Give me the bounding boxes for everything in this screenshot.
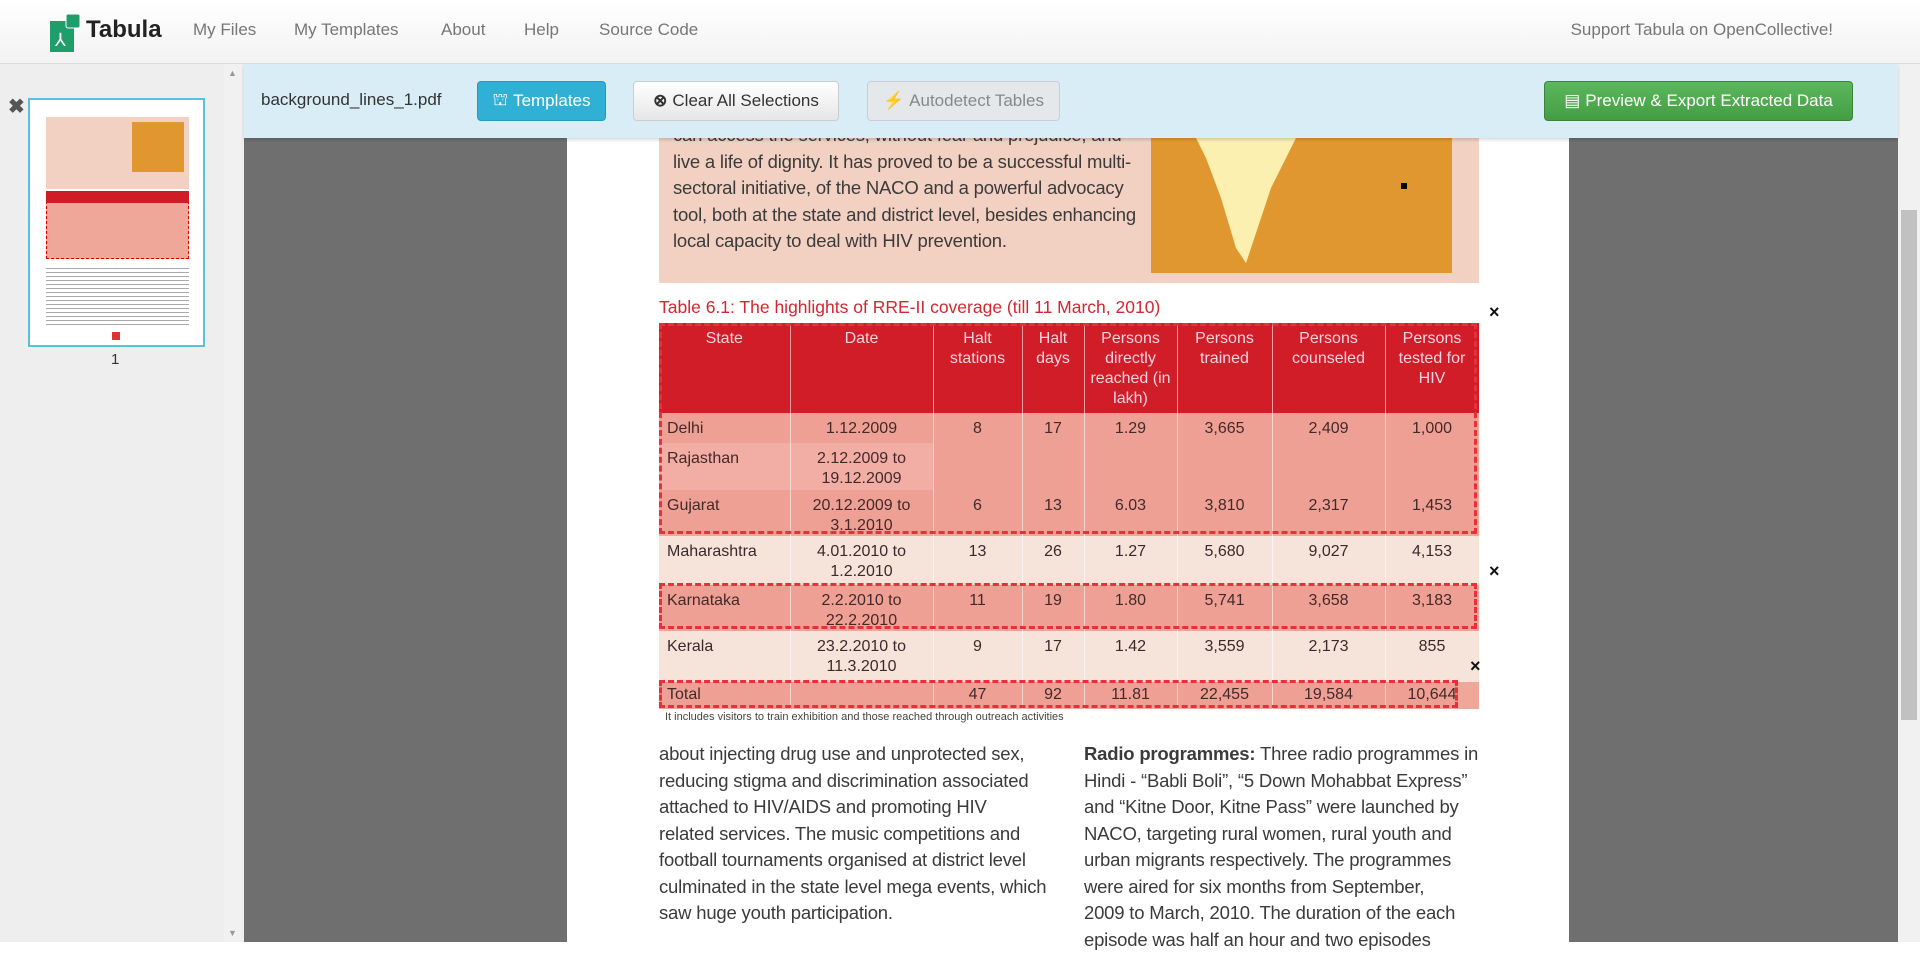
table-row <box>659 631 1479 682</box>
scroll-down-icon[interactable]: ▼ <box>228 928 237 938</box>
table-cell: 11 <box>933 585 1022 631</box>
nav-my-templates[interactable]: My Templates <box>294 20 399 39</box>
lightning-icon: ⚡ <box>882 91 905 110</box>
left-column-line: related services. The music competitions and <box>659 822 1021 844</box>
left-column-line: reducing stigma and discrimination associated <box>659 769 1029 791</box>
radio-programmes-heading: Radio programmes: <box>1084 743 1256 764</box>
right-column-line <box>1084 741 1479 768</box>
table-cell: 13 <box>933 536 1022 585</box>
table-cell: 3,559 <box>1177 631 1272 682</box>
right-column-line <box>1084 821 1479 848</box>
table-cell: Karnataka <box>659 585 790 631</box>
table-footnote: It includes visitors to train exhibition and those reached through outreach activities <box>665 711 1064 723</box>
intro-line: sectoral initiative, of the NACO and a powerful advocacy <box>673 177 1124 198</box>
autodetect-tables-button[interactable] <box>867 81 1060 121</box>
remove-selection-3-icon[interactable]: × <box>1470 656 1481 676</box>
table-cell: 2.12.2009 to 19.12.2009 <box>790 443 933 490</box>
clear-label: Clear All Selections <box>672 91 819 110</box>
clear-circle-x-icon: ⊗ <box>653 91 668 110</box>
templates-button[interactable] <box>477 81 606 121</box>
tabula-logo-icon[interactable] <box>48 13 82 53</box>
left-column-line: about injecting drug use and unprotected sex, <box>659 743 1025 764</box>
preview-label: Preview & Export Extracted Data <box>1585 91 1833 110</box>
table-cell: Total <box>659 682 790 709</box>
table-cell: 1.29 <box>1084 413 1177 490</box>
table-cell: 3,810 <box>1177 490 1272 536</box>
nav-my-files[interactable]: My Files <box>193 20 257 39</box>
table-cell: 17 <box>1022 631 1084 682</box>
brand-name[interactable]: Tabula <box>86 16 162 43</box>
page-thumbnails-sidebar <box>0 64 244 942</box>
filename: background_lines_1.pdf <box>261 90 442 109</box>
table-cell: 2,173 <box>1272 631 1385 682</box>
nav-support-link[interactable]: Support Tabula on OpenCollective! <box>1570 20 1833 39</box>
column-header: Date <box>790 323 933 413</box>
table-cell: 5,680 <box>1177 536 1272 585</box>
remove-selection-2-icon[interactable]: × <box>1489 561 1500 581</box>
table-cell: 11.81 <box>1084 682 1177 709</box>
column-header: Halt days <box>1022 323 1084 413</box>
scrollbar-thumb[interactable] <box>1901 210 1917 720</box>
right-column-text: and “Kitne Door, Kitne Pass” were launched by <box>1084 796 1459 817</box>
table-cell: Maharashtra <box>659 536 790 585</box>
column-header: Persons counseled <box>1272 323 1385 413</box>
table-cell: 10,644 <box>1385 682 1479 709</box>
table-cell: 1,453 <box>1385 490 1479 536</box>
column-header: State <box>659 323 790 413</box>
list-icon: ▤ <box>1564 91 1581 110</box>
column-header: Halt stations <box>933 323 1022 413</box>
table-cell: 2.2.2010 to 22.2.2010 <box>790 585 933 631</box>
table-selection-2[interactable] <box>659 583 1477 629</box>
table-cell: 6.03 <box>1084 490 1177 536</box>
table-cell: Kerala <box>659 631 790 682</box>
nav-help[interactable]: Help <box>524 20 559 39</box>
table-row <box>659 536 1479 585</box>
table-cell: 3,658 <box>1272 585 1385 631</box>
right-column-line <box>1084 768 1479 795</box>
page-thumbnail[interactable] <box>28 98 205 347</box>
table-cell: 3,183 <box>1385 585 1479 631</box>
table-cell: 1,000 <box>1385 413 1479 490</box>
table-title: Table 6.1: The highlights of RRE-II coverage (till 11 March, 2010) <box>659 297 1161 317</box>
column-header: Persons tested for HIV <box>1385 323 1479 413</box>
table-cell: 9 <box>933 631 1022 682</box>
left-column-line: football tournaments organised at district level <box>659 849 1026 870</box>
svg-text:⅄: ⅄ <box>55 30 66 51</box>
table-cell: 4.01.2010 to 1.2.2010 <box>790 536 933 585</box>
table-cell: 855 <box>1385 631 1479 682</box>
column-header: Persons trained <box>1177 323 1272 413</box>
table-selection-1[interactable] <box>659 323 1477 534</box>
table-cell: 1.42 <box>1084 631 1177 682</box>
scroll-up-icon[interactable]: ▲ <box>228 68 237 78</box>
intro-box <box>659 128 1479 283</box>
table-selection-3[interactable] <box>659 680 1458 708</box>
right-column-text: episode was half an hour and two episodes <box>1084 928 1431 950</box>
column-header: Persons directly reached (in lakh) <box>1084 323 1177 413</box>
table-cell: 1.12.2009 <box>790 413 933 443</box>
templates-label: Templates <box>513 91 591 110</box>
table-cell: 13 <box>1022 490 1084 536</box>
right-column-text: were aired for six months from September, <box>1084 875 1425 897</box>
preview-export-button[interactable] <box>1544 81 1853 121</box>
table-cell: 5,741 <box>1177 585 1272 631</box>
nav-source-code[interactable]: Source Code <box>599 20 699 39</box>
clear-all-selections-button[interactable] <box>633 81 839 121</box>
table-cell: 26 <box>1022 536 1084 585</box>
table-cell: 17 <box>1022 413 1084 490</box>
table-cell: Rajasthan <box>659 443 790 490</box>
close-thumbnails-icon[interactable]: ✖ <box>8 96 25 118</box>
left-column-line: attached to HIV/AIDS and promoting HIV <box>659 796 987 817</box>
pdf-page[interactable] <box>567 128 1569 958</box>
remove-selection-1-icon[interactable]: × <box>1489 302 1500 322</box>
page-scrollbar[interactable] <box>1898 64 1920 942</box>
table-cell: 23.2.2010 to 11.3.2010 <box>790 631 933 682</box>
right-column-text: urban migrants respectively. The programmes <box>1084 849 1452 870</box>
navbar <box>0 0 1920 64</box>
right-column-text: 2009 to March, 2010. The duration of the each <box>1084 902 1456 923</box>
autodetect-label: Autodetect Tables <box>909 91 1044 110</box>
table-cell: 4,153 <box>1385 536 1479 585</box>
table-cell: 20.12.2009 to 3.1.2010 <box>790 490 933 536</box>
intro-line: tool, both at the state and district level, besides enhancing <box>673 203 1136 225</box>
table-cell: 22,455 <box>1177 682 1272 709</box>
table-cell: 9,027 <box>1272 536 1385 585</box>
left-column-line: culminated in the state level mega events, which <box>659 875 1047 897</box>
india-map-image <box>1151 128 1452 273</box>
page-number-label: 1 <box>111 351 120 368</box>
right-column-line <box>1084 927 1479 954</box>
table-cell: Delhi <box>659 413 790 443</box>
toolbar <box>244 64 1898 138</box>
table-cell: Gujarat <box>659 490 790 536</box>
right-column-text: NACO, targeting rural women, rural youth and <box>1084 822 1452 844</box>
templates-icon: ⛫ <box>492 90 509 109</box>
right-column-line <box>1084 874 1479 901</box>
table-cell: 3,665 <box>1177 413 1272 490</box>
table-cell: 92 <box>1022 682 1084 709</box>
right-column-line <box>1084 900 1479 927</box>
left-column-line: saw huge youth participation. <box>659 902 893 923</box>
table-cell: 19,584 <box>1272 682 1385 709</box>
table-cell: 6 <box>933 490 1022 536</box>
intro-line: live a life of dignity. It has proved to be a successful multi- <box>673 150 1132 172</box>
right-column-line <box>1084 794 1479 821</box>
right-column-text: Hindi - “Babli Boli”, “5 Down Mohabbat Express” <box>1084 769 1468 791</box>
table-cell: 2,317 <box>1272 490 1385 536</box>
table-cell: 1.80 <box>1084 585 1177 631</box>
table-cell: 47 <box>933 682 1022 709</box>
table-cell: 1.27 <box>1084 536 1177 585</box>
table-cell: 8 <box>933 413 1022 490</box>
table-cell: 19 <box>1022 585 1084 631</box>
sidebar-scrollbar[interactable] <box>224 64 241 942</box>
right-column-text: Three radio programmes in <box>1255 743 1479 764</box>
intro-line: local capacity to deal with HIV prevention. <box>673 230 1007 251</box>
nav-about[interactable]: About <box>441 20 486 39</box>
pdf-viewer <box>244 138 1898 950</box>
right-column-line <box>1084 847 1479 874</box>
table-cell: 2,409 <box>1272 413 1385 490</box>
